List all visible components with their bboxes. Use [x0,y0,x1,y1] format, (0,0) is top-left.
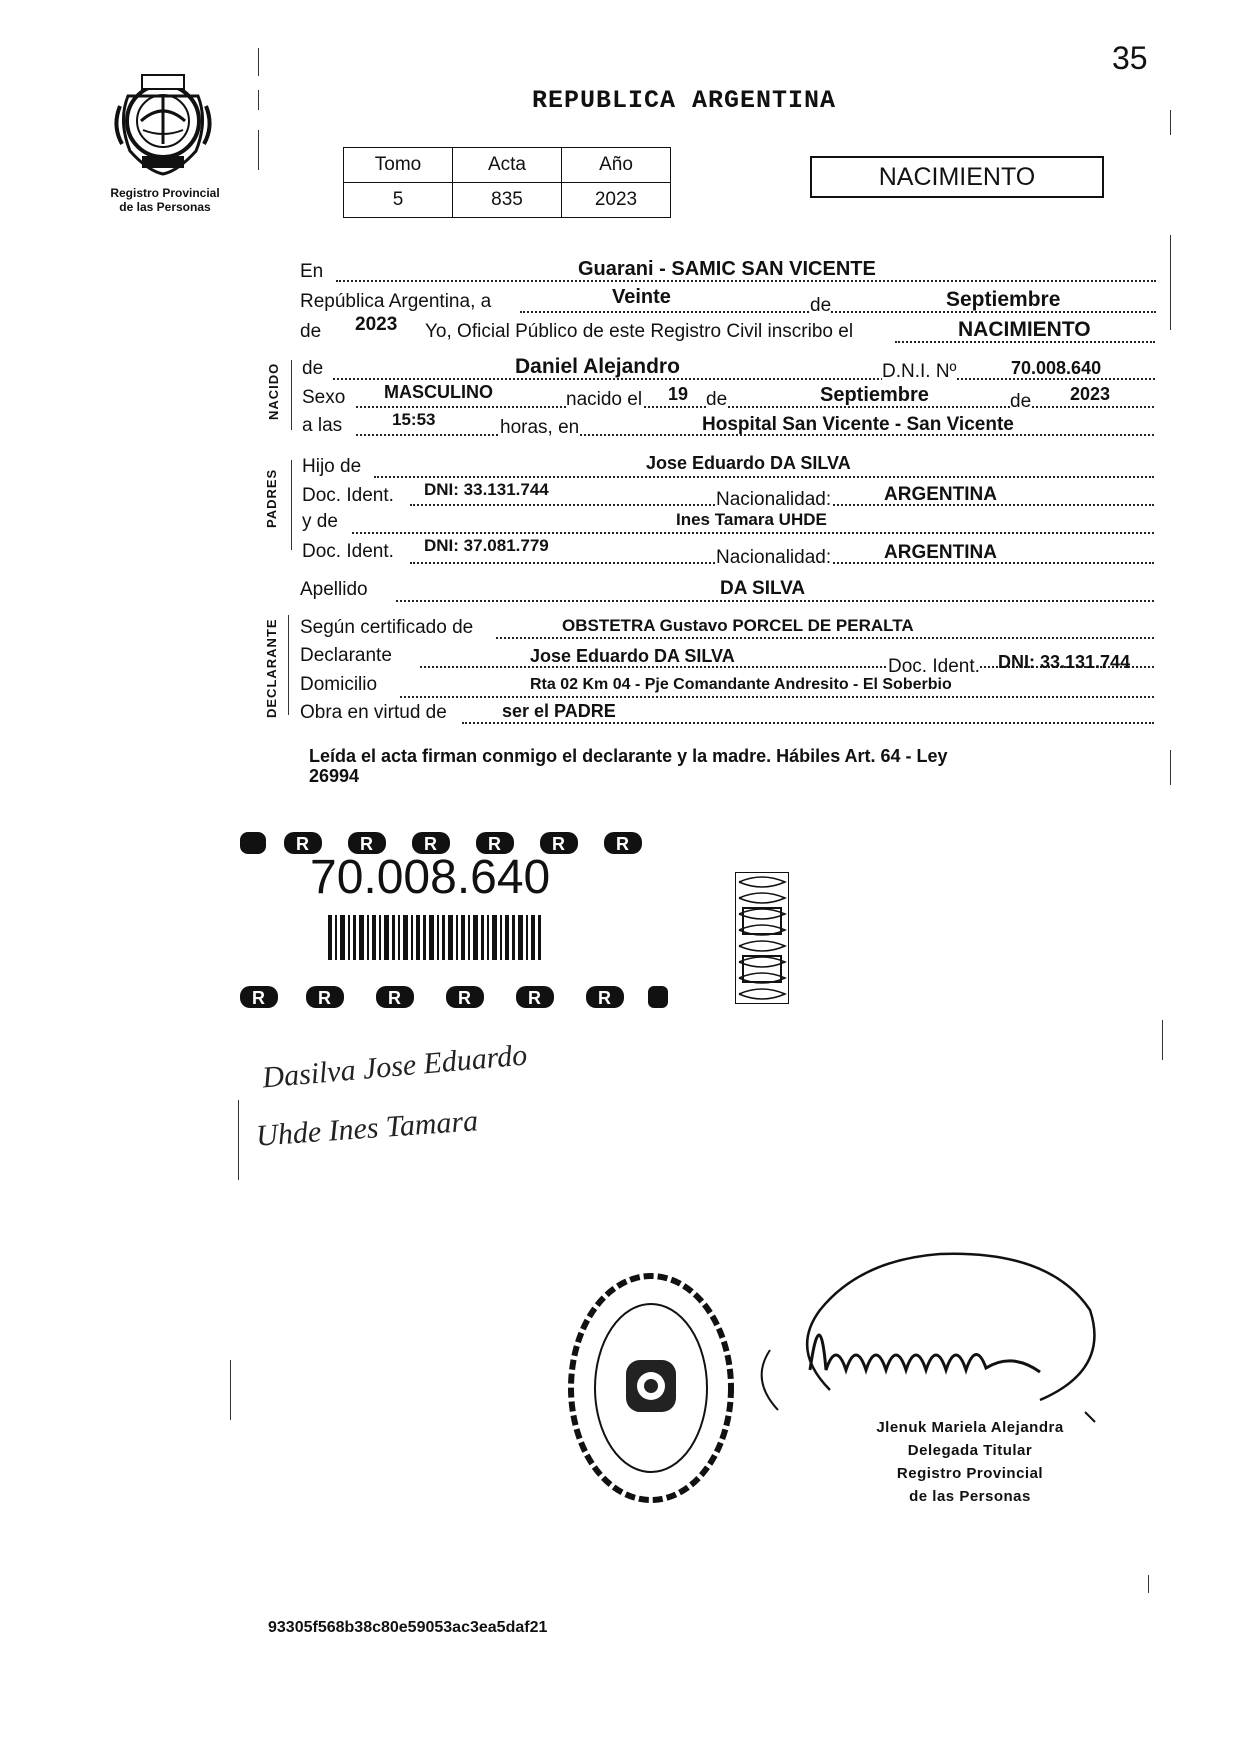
svg-text:R: R [388,988,401,1008]
margin-tick [258,90,259,110]
svg-text:R: R [360,834,373,854]
margin-tick [1148,1575,1149,1593]
svg-text:R: R [488,834,501,854]
de-label: de [1010,391,1032,412]
dotted-line [520,311,1156,313]
dotted-line [356,406,1154,408]
declarant-name: Jose Eduardo DA SILVA [530,646,735,666]
father-name: Jose Eduardo DA SILVA [646,453,851,473]
hospital-seal [566,1270,736,1506]
stamp-number: 70.008.640 [310,851,551,904]
birth-day: 19 [668,384,689,404]
signature-declarant: Dasilva Jose Eduardo [261,1038,529,1095]
surname-value: DA SILVA [720,578,806,599]
sex-label: Sexo [302,387,346,408]
certificate-label: Según certificado de [300,617,474,638]
birth-month: Septiembre [820,384,929,406]
security-pattern-bottom [240,980,680,1012]
dni-label: D.N.I. Nº [882,361,957,382]
year-label: de [300,321,322,342]
child-sex: MASCULINO [384,382,493,402]
place-value: Guarani - SAMIC SAN VICENTE [578,258,876,280]
nationality-label: Nacionalidad: [716,547,832,568]
country-label: República Argentina, a [300,291,492,312]
doc-label: Doc. Ident. [302,485,394,506]
address-label: Domicilio [300,674,378,695]
birth-place: Hospital San Vicente - San Vicente [702,414,1014,435]
nationality-label: Nacionalidad: [716,489,832,510]
doc-label: Doc. Ident. [888,656,980,677]
anio-header: Año [562,148,671,183]
official-role: Delegada Titular [907,1442,1033,1459]
svg-text:R: R [616,834,629,854]
provincial-coat-of-arms-logo [108,66,218,176]
margin-tick [238,1100,239,1180]
child-label: de [302,358,324,379]
dotted-line [400,696,1154,698]
section-label-nacido: NACIDO [266,362,281,420]
declarant-doc: DNI: 33.131.744 [998,652,1131,672]
svg-text:R: R [528,988,541,1008]
registration-month: Septiembre [946,288,1061,311]
child-name: Daniel Alejandro [515,355,680,378]
record-type-box: NACIMIENTO [810,156,1104,198]
certificate-value: OBSTETRA Gustavo PORCEL DE PERALTA [562,616,914,635]
father-doc: DNI: 33.131.744 [424,480,549,499]
father-nationality: ARGENTINA [884,484,997,505]
anio-value: 2023 [562,183,671,218]
margin-tick [230,1360,231,1420]
official-name: Jlenuk Mariela Alejandra [876,1419,1064,1436]
page-number: 35 [1112,40,1148,76]
hours-label: horas, en [500,417,580,438]
section-label-declarante: DECLARANTE [264,618,279,718]
birth-time: 15:53 [392,410,436,429]
margin-tick [1170,235,1171,330]
closing-line2: 26994 [309,766,360,786]
svg-text:R: R [458,988,471,1008]
document-hash: 93305f568b38c80e59053ac3ea5daf21 [268,1619,548,1636]
declarant-label: Declarante [300,645,392,666]
mother-name: Ines Tamara UHDE [676,510,827,529]
child-dni: 70.008.640 [1011,358,1102,378]
svg-text:R: R [598,988,611,1008]
logo-caption-line2: de las Personas [119,200,211,214]
tomo-value: 5 [344,183,453,218]
svg-text:R: R [252,988,265,1008]
svg-text:R: R [318,988,331,1008]
doc-label: Doc. Ident. [302,541,394,562]
acta-header: Acta [453,148,562,183]
dotted-line [352,532,1154,534]
registration-event: NACIMIENTO [958,318,1091,341]
signature-mother: Uhde Ines Tamara [255,1104,480,1153]
svg-text:R: R [552,834,565,854]
birth-year: 2023 [1070,384,1111,404]
mother-nationality: ARGENTINA [884,542,997,563]
registration-day: Veinte [612,286,671,308]
dotted-line [396,600,1154,602]
section-label-padres: PADRES [264,468,279,528]
security-hologram-code [735,872,789,1004]
registry-table [343,147,671,218]
dotted-line [374,476,1154,478]
mother-label: y de [302,511,338,532]
section-bracket [288,615,289,715]
registration-text: Yo, Oficial Público de este Registro Civil inscribo el [425,321,854,342]
declarant-role: ser el PADRE [502,701,616,721]
role-label: Obra en virtud de [300,702,447,723]
logo-caption [80,186,250,214]
section-bracket [291,360,292,430]
closing-statement [309,746,1139,786]
surname-label: Apellido [300,579,368,600]
de-label: de [706,389,728,410]
dotted-line [496,637,1154,639]
official-signature [750,1240,1110,1430]
margin-tick [258,48,259,76]
father-label: Hijo de [302,456,362,477]
logo-caption-line1: Registro Provincial [110,186,220,200]
barcode [328,915,548,960]
official-office-line2: de las Personas [909,1488,1031,1505]
document-title: REPUBLICA ARGENTINA [532,86,837,115]
registration-year: 2023 [355,314,398,335]
declarant-address: Rta 02 Km 04 - Pje Comandante Andresito - El Soberbio [530,676,952,693]
margin-tick [1170,750,1171,785]
official-office-line1: Registro Provincial [896,1465,1044,1482]
margin-tick [1170,110,1171,135]
margin-tick [258,130,259,170]
mother-doc: DNI: 37.081.779 [424,536,549,555]
official-signature-block [820,1416,1120,1508]
time-label: a las [302,415,343,436]
svg-text:R: R [296,834,309,854]
born-label: nacido el [566,389,643,410]
acta-value: 835 [453,183,562,218]
place-label: En [300,261,324,282]
dotted-line [462,722,1154,724]
margin-tick [1162,1020,1163,1060]
tomo-header: Tomo [344,148,453,183]
closing-line1: Leída el acta firman conmigo el declarante y la madre. Hábiles Art. 64 - Ley [309,746,948,766]
de-label: de [810,295,832,316]
section-bracket [291,460,292,550]
svg-text:R: R [424,834,437,854]
